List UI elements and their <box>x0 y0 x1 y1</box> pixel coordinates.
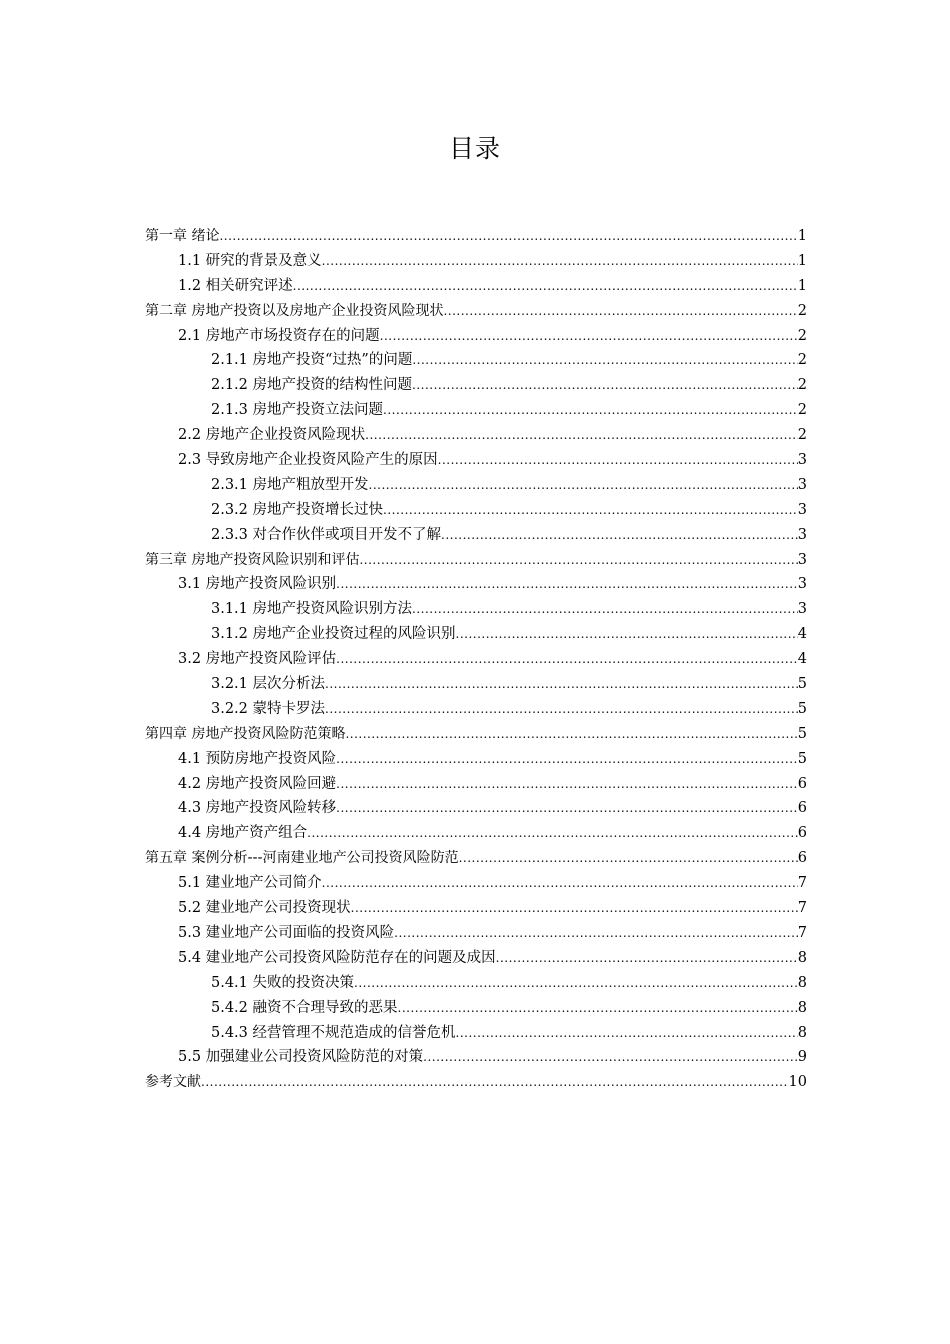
toc-section-entry[interactable] <box>145 448 807 473</box>
dot-leader <box>354 971 798 996</box>
dot-leader <box>383 498 798 523</box>
toc-page-number: 2 <box>797 402 807 419</box>
toc-page-number: 3 <box>797 452 807 469</box>
dot-leader <box>325 672 798 697</box>
toc-page-number: 2 <box>797 427 807 444</box>
toc-entry-title: 第四章 房地产投资风险防范策略 <box>145 725 346 742</box>
dot-leader <box>336 747 798 772</box>
toc-page-number: 8 <box>797 949 807 966</box>
toc-subsection-entry[interactable] <box>145 996 807 1021</box>
dot-leader <box>336 796 798 821</box>
toc-entry-title: 4.3 房地产投资风险转移 <box>178 800 337 817</box>
dot-leader <box>412 373 798 398</box>
toc-entry-title: 1.1 研究的背景及意义 <box>178 252 322 269</box>
dot-leader <box>365 423 798 448</box>
toc-entry-title: 4.2 房地产投资风险回避 <box>178 775 337 792</box>
toc-entry-title: 2.1.1 房地产投资“过热”的问题 <box>211 352 413 369</box>
dot-leader <box>456 622 798 647</box>
toc-section-entry[interactable] <box>145 772 807 797</box>
dot-leader <box>359 548 797 573</box>
toc-entry-title: 参考文献 <box>145 1074 201 1091</box>
toc-page-number: 3 <box>797 526 807 543</box>
toc-section-entry[interactable] <box>145 896 807 921</box>
toc-section-entry[interactable] <box>145 249 807 274</box>
toc-entry-title: 3.2.2 蒙特卡罗法 <box>211 700 326 717</box>
toc-entry-title: 5.5 加强建业公司投资风险防范的对策 <box>178 1049 424 1066</box>
toc-subsection-entry[interactable] <box>145 373 807 398</box>
toc-page-number: 8 <box>797 974 807 991</box>
dot-leader <box>325 697 798 722</box>
dot-leader <box>383 398 798 423</box>
toc-page-number: 7 <box>797 924 807 941</box>
toc-section-entry[interactable] <box>145 423 807 448</box>
toc-entry-title: 第三章 房地产投资风险识别和评估 <box>145 551 360 568</box>
toc-page-number: 3 <box>797 576 807 593</box>
toc-section-entry[interactable] <box>145 324 807 349</box>
toc-entry-title: 3.1.2 房地产企业投资过程的风险识别 <box>211 626 456 643</box>
toc-subsection-entry[interactable] <box>145 473 807 498</box>
toc-chapter-entry[interactable] <box>145 722 807 747</box>
toc-page-number: 7 <box>797 875 807 892</box>
toc-subsection-entry[interactable] <box>145 597 807 622</box>
toc-entry-title: 第一章 绪论 <box>145 228 220 244</box>
dot-leader <box>219 224 797 249</box>
dot-leader <box>443 299 797 324</box>
toc-page-number: 1 <box>797 252 807 269</box>
dot-leader <box>456 1021 798 1046</box>
toc-page-number: 1 <box>797 228 807 244</box>
toc-page-number: 6 <box>797 825 807 842</box>
table-of-contents <box>145 224 807 1095</box>
toc-entry-title: 2.2 房地产企业投资风险现状 <box>178 427 366 444</box>
toc-entry-title: 第二章 房地产投资以及房地产企业投资风险现状 <box>145 302 444 319</box>
dot-leader <box>394 921 798 946</box>
toc-section-entry[interactable] <box>145 647 807 672</box>
toc-subsection-entry[interactable] <box>145 672 807 697</box>
toc-chapter-entry[interactable] <box>145 299 807 324</box>
toc-subsection-entry[interactable] <box>145 348 807 373</box>
dot-leader <box>336 572 798 597</box>
dot-leader <box>380 324 798 349</box>
toc-entry-title: 4.1 预防房地产投资风险 <box>178 750 337 767</box>
toc-page-number: 8 <box>797 999 807 1016</box>
toc-section-entry[interactable] <box>145 747 807 772</box>
toc-subsection-entry[interactable] <box>145 971 807 996</box>
toc-page-number: 10 <box>788 1074 807 1091</box>
toc-chapter-entry[interactable] <box>145 1070 807 1095</box>
toc-section-entry[interactable] <box>145 821 807 846</box>
toc-page-number: 5 <box>797 725 807 742</box>
toc-page-number: 2 <box>797 352 807 369</box>
toc-entry-title: 2.1 房地产市场投资存在的问题 <box>178 327 380 344</box>
toc-page-number: 6 <box>797 775 807 792</box>
toc-entry-title: 5.3 建业地产公司面临的投资风险 <box>178 924 395 941</box>
dot-leader <box>293 274 798 299</box>
toc-entry-title: 5.4.1 失败的投资决策 <box>211 974 355 991</box>
toc-page-number: 3 <box>797 501 807 518</box>
toc-page-number: 3 <box>797 551 807 568</box>
toc-entry-title: 2.3 导致房地产企业投资风险产生的原因 <box>178 452 438 469</box>
dot-leader <box>336 772 798 797</box>
toc-page-number: 1 <box>797 277 807 294</box>
toc-entry-title: 1.2 相关研究评述 <box>178 277 293 294</box>
toc-entry-title: 5.1 建业地产公司简介 <box>178 875 322 892</box>
toc-entry-title: 5.4 建业地产公司投资风险防范存在的问题及成因 <box>178 949 496 966</box>
toc-section-entry[interactable] <box>145 274 807 299</box>
dot-leader <box>496 946 798 971</box>
toc-subsection-entry[interactable] <box>145 498 807 523</box>
toc-chapter-entry[interactable] <box>145 846 807 871</box>
toc-page-number: 5 <box>797 750 807 767</box>
dot-leader <box>345 722 797 747</box>
toc-subsection-entry[interactable] <box>145 697 807 722</box>
dot-leader <box>438 448 798 473</box>
toc-entry-title: 5.2 建业地产公司投资现状 <box>178 900 351 917</box>
dot-leader <box>336 647 798 672</box>
dot-leader <box>307 821 798 846</box>
toc-page-number: 2 <box>797 302 807 319</box>
toc-subsection-entry[interactable] <box>145 1021 807 1046</box>
dot-leader <box>351 896 798 921</box>
dot-leader <box>412 348 797 373</box>
toc-section-entry[interactable] <box>145 946 807 971</box>
toc-page-number: 5 <box>797 700 807 717</box>
toc-entry-title: 2.3.1 房地产粗放型开发 <box>211 476 369 493</box>
toc-page-number: 3 <box>797 601 807 618</box>
toc-page-number: 9 <box>797 1049 807 1066</box>
dot-leader <box>423 1045 798 1070</box>
dot-leader <box>412 597 798 622</box>
toc-entry-title: 4.4 房地产资产组合 <box>178 825 308 842</box>
toc-entry-title: 2.1.2 房地产投资的结构性问题 <box>211 377 413 394</box>
toc-entry-title: 3.1.1 房地产投资风险识别方法 <box>211 601 413 618</box>
dot-leader <box>459 846 798 871</box>
toc-entry-title: 5.4.2 融资不合理导致的恶果 <box>211 999 398 1016</box>
toc-entry-title: 3.2.1 层次分析法 <box>211 676 326 693</box>
toc-page-number: 2 <box>797 327 807 344</box>
dot-leader <box>322 871 798 896</box>
toc-section-entry[interactable] <box>145 1045 807 1070</box>
dot-leader <box>441 523 798 548</box>
toc-section-entry[interactable] <box>145 871 807 896</box>
toc-page-number: 6 <box>797 800 807 817</box>
toc-page-number: 3 <box>797 476 807 493</box>
toc-chapter-entry[interactable] <box>145 224 807 249</box>
toc-page-number: 6 <box>797 850 807 867</box>
toc-page-number: 4 <box>797 626 807 643</box>
dot-leader <box>398 996 798 1021</box>
toc-subsection-entry[interactable] <box>145 398 807 423</box>
toc-section-entry[interactable] <box>145 921 807 946</box>
dot-leader <box>322 249 798 274</box>
toc-entry-title: 第五章 案例分析---河南建业地产公司投资风险防范 <box>145 850 459 867</box>
page-title: 目录 <box>448 134 501 163</box>
toc-subsection-entry[interactable] <box>145 523 807 548</box>
toc-page-number: 7 <box>797 900 807 917</box>
toc-page-number: 4 <box>797 651 807 668</box>
toc-section-entry[interactable] <box>145 572 807 597</box>
toc-entry-title: 2.3.2 房地产投资增长过快 <box>211 501 384 518</box>
toc-section-entry[interactable] <box>145 796 807 821</box>
dot-leader <box>201 1070 789 1095</box>
toc-page-number: 8 <box>797 1024 807 1041</box>
toc-page-number: 2 <box>797 377 807 394</box>
toc-entry-title: 3.2 房地产投资风险评估 <box>178 651 337 668</box>
toc-entry-title: 2.3.3 对合作伙伴或项目开发不了解 <box>211 526 442 543</box>
toc-entry-title: 3.1 房地产投资风险识别 <box>178 576 337 593</box>
toc-chapter-entry[interactable] <box>145 548 807 573</box>
dot-leader <box>369 473 798 498</box>
toc-page-number: 5 <box>797 676 807 693</box>
toc-subsection-entry[interactable] <box>145 622 807 647</box>
toc-entry-title: 5.4.3 经营管理不规范造成的信誉危机 <box>211 1024 456 1041</box>
toc-entry-title: 2.1.3 房地产投资立法问题 <box>211 402 384 419</box>
